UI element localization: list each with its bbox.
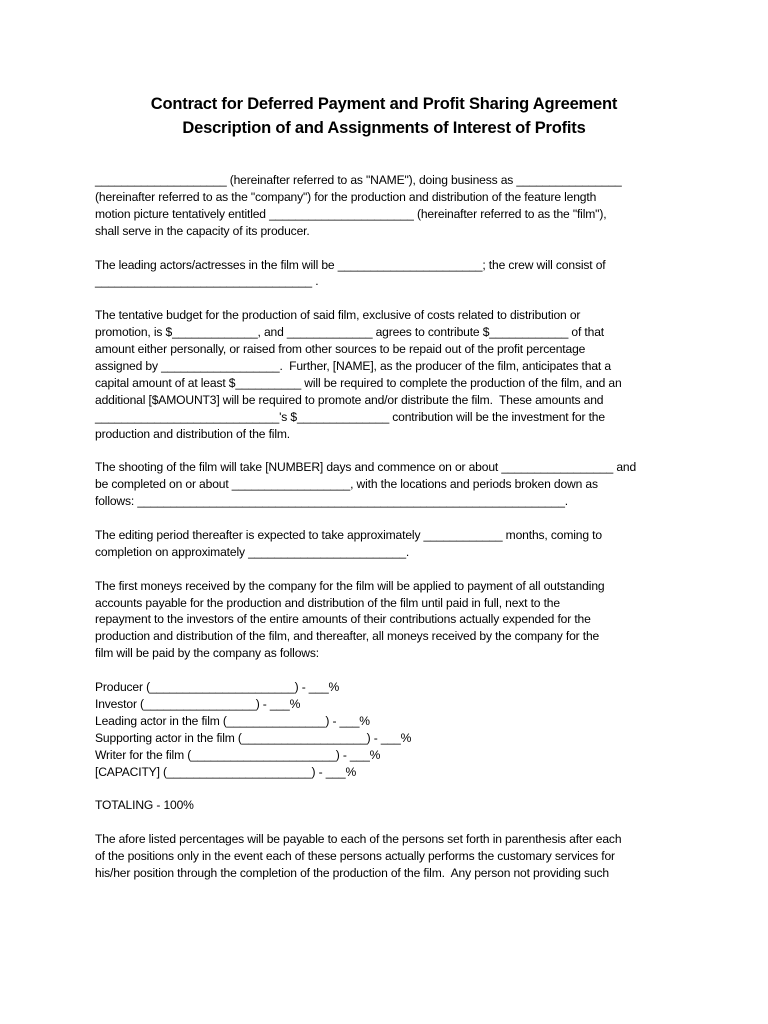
text-line: motion picture tentatively entitled ______________________ (hereinafter referred to as the "film"),	[95, 206, 607, 221]
text-line: promotion, is $_____________, and _____________ agrees to contribute $____________ of that	[95, 325, 604, 340]
text-line: The shooting of the film will take [NUMBER] days and commence on or about _________________ and	[95, 460, 637, 475]
text-line: film will be paid by the company as follows:	[95, 646, 319, 661]
list-item: Producer (______________________) - ___%	[95, 680, 340, 695]
text-line: _________________________________ .	[95, 274, 319, 289]
text-line: of the positions only in the event each of these persons actually performs the customary services for	[95, 849, 615, 864]
list-item: Leading actor in the film (_______________) - ___%	[95, 713, 370, 728]
text-line: follows: _________________________________________________________________.	[95, 494, 568, 509]
text-line: capital amount of at least $__________ will be required to complete the production of the film, and an	[95, 375, 622, 390]
text-line: ____________________________'s $______________ contribution will be the investment for the	[95, 409, 605, 424]
text-line: The leading actors/actresses in the film will be ______________________; the crew will consist of	[95, 257, 606, 272]
title-line-1: Contract for Deferred Payment and Profit Sharing Agreement	[150, 95, 618, 113]
paragraph-producer	[95, 172, 685, 240]
text-line: The editing period thereafter is expected to take approximately ____________ months, coming to	[95, 527, 602, 542]
paragraph-first-moneys	[95, 578, 685, 663]
paragraph-budget	[95, 307, 685, 442]
text-line: his/her position through the completion of the production of the film. Any person not providing such	[95, 866, 609, 881]
text-line: (hereinafter referred to as the "company") for the production and distribution of the feature length	[95, 189, 597, 204]
text-line: assigned by __________________. Further, [NAME], as the producer of the film, anticipates that a	[95, 358, 611, 373]
paragraph-percentages-payable	[95, 831, 685, 882]
paragraph-shooting	[95, 459, 685, 510]
document-title	[60, 92, 708, 140]
text-line: ____________________ (hereinafter referred to as "NAME"), doing business as ________________	[95, 173, 622, 187]
list-item: [CAPACITY] (______________________) - ___%	[95, 764, 357, 779]
text-line: production and distribution of the film.	[95, 426, 291, 441]
list-item: Writer for the film (______________________) - ___%	[95, 747, 381, 762]
text-line: production and distribution of the film, and thereafter, all moneys received by the company for the	[95, 629, 600, 644]
totaling-line: TOTALING - 100%	[95, 798, 194, 813]
text-line: be completed on or about __________________, with the locations and periods broken down as	[95, 477, 598, 492]
list-item: Supporting actor in the film (___________________) - ___%	[95, 730, 412, 745]
document-body	[95, 172, 685, 882]
text-line: additional [$AMOUNT3] will be required to promote and/or distribute the film. These amounts and	[95, 392, 604, 407]
paragraph-cast-crew	[95, 257, 685, 291]
percentage-list	[95, 679, 685, 780]
text-line: The tentative budget for the production of said film, exclusive of costs related to distribution or	[95, 308, 581, 323]
text-line: repayment to the investors of the entire amounts of their contributions actually expended for the	[95, 612, 591, 627]
list-item: Investor (_________________) - ___%	[95, 697, 301, 711]
text-line: The afore listed percentages will be payable to each of the persons set forth in parenthesis after each	[95, 832, 622, 847]
paragraph-totaling	[95, 797, 685, 814]
title-line-2: Description of and Assignments of Interest of Profits	[182, 119, 586, 137]
text-line: The first moneys received by the company for the film will be applied to payment of all outstanding	[95, 578, 605, 593]
text-line: completion on approximately ________________________.	[95, 544, 410, 559]
text-line: shall serve in the capacity of its producer.	[95, 223, 310, 238]
text-line: accounts payable for the production and distribution of the film until paid in full, next to the	[95, 595, 560, 610]
text-line: amount either personally, or raised from other sources to be repaid out of the profit percentage	[95, 342, 586, 357]
paragraph-editing	[95, 527, 685, 561]
